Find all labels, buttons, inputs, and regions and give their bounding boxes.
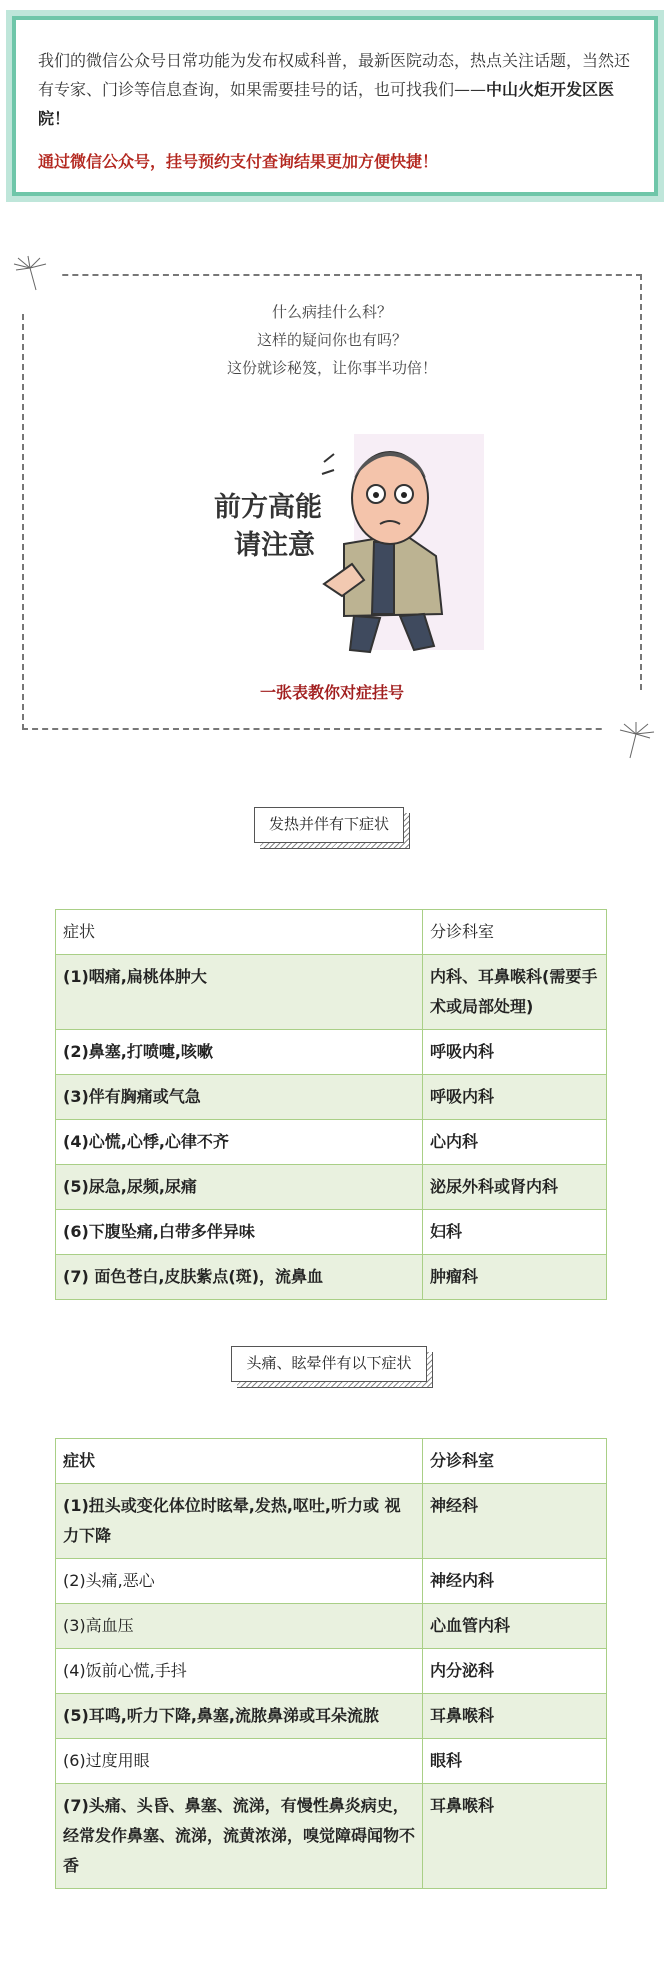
header-symptom: 症状: [56, 910, 423, 955]
symptom-cell: (7)头痛、头昏、鼻塞、流涕，有慢性鼻炎病史，经常发作鼻塞、流涕，流黄浓涕，嗅觉障碍闻物不香: [56, 1784, 423, 1889]
symptom-cell: (1)咽痛,扁桃体肿大: [56, 955, 423, 1030]
department-cell: 神经内科: [423, 1559, 607, 1604]
section2-heading: 头痛、眩晕伴有以下症状: [231, 1346, 427, 1382]
dandelion-icon-2: [614, 720, 658, 760]
table-row: [56, 1784, 607, 1889]
illus-text-1: 前方高能: [214, 492, 322, 523]
symptom-cell: (4)心慌,心悸,心律不齐: [56, 1120, 423, 1165]
table-row: [56, 1075, 607, 1120]
card-caption: 一张表教你对症挂号: [259, 683, 404, 702]
symptom-cell: (3)高血压: [56, 1604, 423, 1649]
dandelion-icon: [8, 254, 52, 294]
header-department: 分诊科室: [423, 910, 607, 955]
symptom-table-headache: [55, 1438, 607, 1889]
table-row: [56, 1559, 607, 1604]
table-row: [56, 1030, 607, 1075]
department-cell: 呼吸内科: [423, 1075, 607, 1120]
symptom-cell: (7) 面色苍白,皮肤紫点(斑)，流鼻血: [56, 1255, 423, 1300]
symptom-table-fever: [55, 909, 607, 1300]
table-row: [56, 1694, 607, 1739]
department-cell: 心血管内科: [423, 1604, 607, 1649]
department-cell: 内科、耳鼻喉科(需要手术或局部处理): [423, 955, 607, 1030]
symptom-cell: (2)头痛,恶心: [56, 1559, 423, 1604]
table-row: [56, 1255, 607, 1300]
symptom-cell: (4)饭前心慌,手抖: [56, 1649, 423, 1694]
symptom-cell: (2)鼻塞,打喷嚏,咳嗽: [56, 1030, 423, 1075]
symptom-cell: (1)扭头或变化体位时眩晕,发热,呕吐,听力或 视力下降: [56, 1484, 423, 1559]
department-cell: 泌尿外科或肾内科: [423, 1165, 607, 1210]
header-symptom: 症状: [56, 1439, 423, 1484]
table-row: [56, 955, 607, 1030]
intro-text-normal: 我们的微信公众号日常功能为发布权威科普，最新医院动态，热点关注话题，当然还有专家、门诊等信息查询，如果需要挂号的话，也可找我们——: [38, 51, 631, 99]
department-cell: 呼吸内科: [423, 1030, 607, 1075]
table-header-row: [56, 910, 607, 955]
table-row: [56, 1120, 607, 1165]
header-department: 分诊科室: [423, 1439, 607, 1484]
table-header-row: [56, 1439, 607, 1484]
cartoon-man-illustration: [204, 424, 494, 660]
table-row: [56, 1165, 607, 1210]
table-row: [56, 1484, 607, 1559]
department-cell: 妇科: [423, 1210, 607, 1255]
symptom-cell: (6)下腹坠痛,白带多伴异味: [56, 1210, 423, 1255]
guide-card: [22, 274, 642, 730]
table-row: [56, 1739, 607, 1784]
symptom-cell: (5)耳鸣,听力下降,鼻塞,流脓鼻涕或耳朵流脓: [56, 1694, 423, 1739]
department-cell: 耳鼻喉科: [423, 1784, 607, 1889]
department-cell: 内分泌科: [423, 1649, 607, 1694]
intro-text: [38, 46, 634, 133]
symptom-cell: (3)伴有胸痛或气急: [56, 1075, 423, 1120]
section1-heading: 发热并伴有下症状: [254, 807, 404, 843]
symptom-cell: (5)尿急,尿频,尿痛: [56, 1165, 423, 1210]
department-cell: 耳鼻喉科: [423, 1694, 607, 1739]
department-cell: 神经科: [423, 1484, 607, 1559]
department-cell: 眼科: [423, 1739, 607, 1784]
card-line-3: 这份就诊秘笈，让你事半功倍！: [226, 359, 437, 377]
table-row: [56, 1649, 607, 1694]
intro-card: [12, 16, 658, 196]
card-line-1: 什么病挂什么科？: [271, 303, 392, 321]
symptom-cell: (6)过度用眼: [56, 1739, 423, 1784]
table-row: [56, 1604, 607, 1649]
table-row: [56, 1210, 607, 1255]
department-cell: 心内科: [423, 1120, 607, 1165]
intro-banner: [6, 10, 664, 202]
hospital-name: 中山火炬开发区医院！: [38, 80, 615, 128]
card-intro-lines: [24, 298, 640, 382]
illus-text-2: 请注意: [234, 530, 315, 561]
department-cell: 肿瘤科: [423, 1255, 607, 1300]
card-line-2: 这样的疑问你也有吗？: [256, 331, 407, 349]
intro-highlight: 通过微信公众号，挂号预约支付查询结果更加方便快捷！: [38, 152, 439, 171]
